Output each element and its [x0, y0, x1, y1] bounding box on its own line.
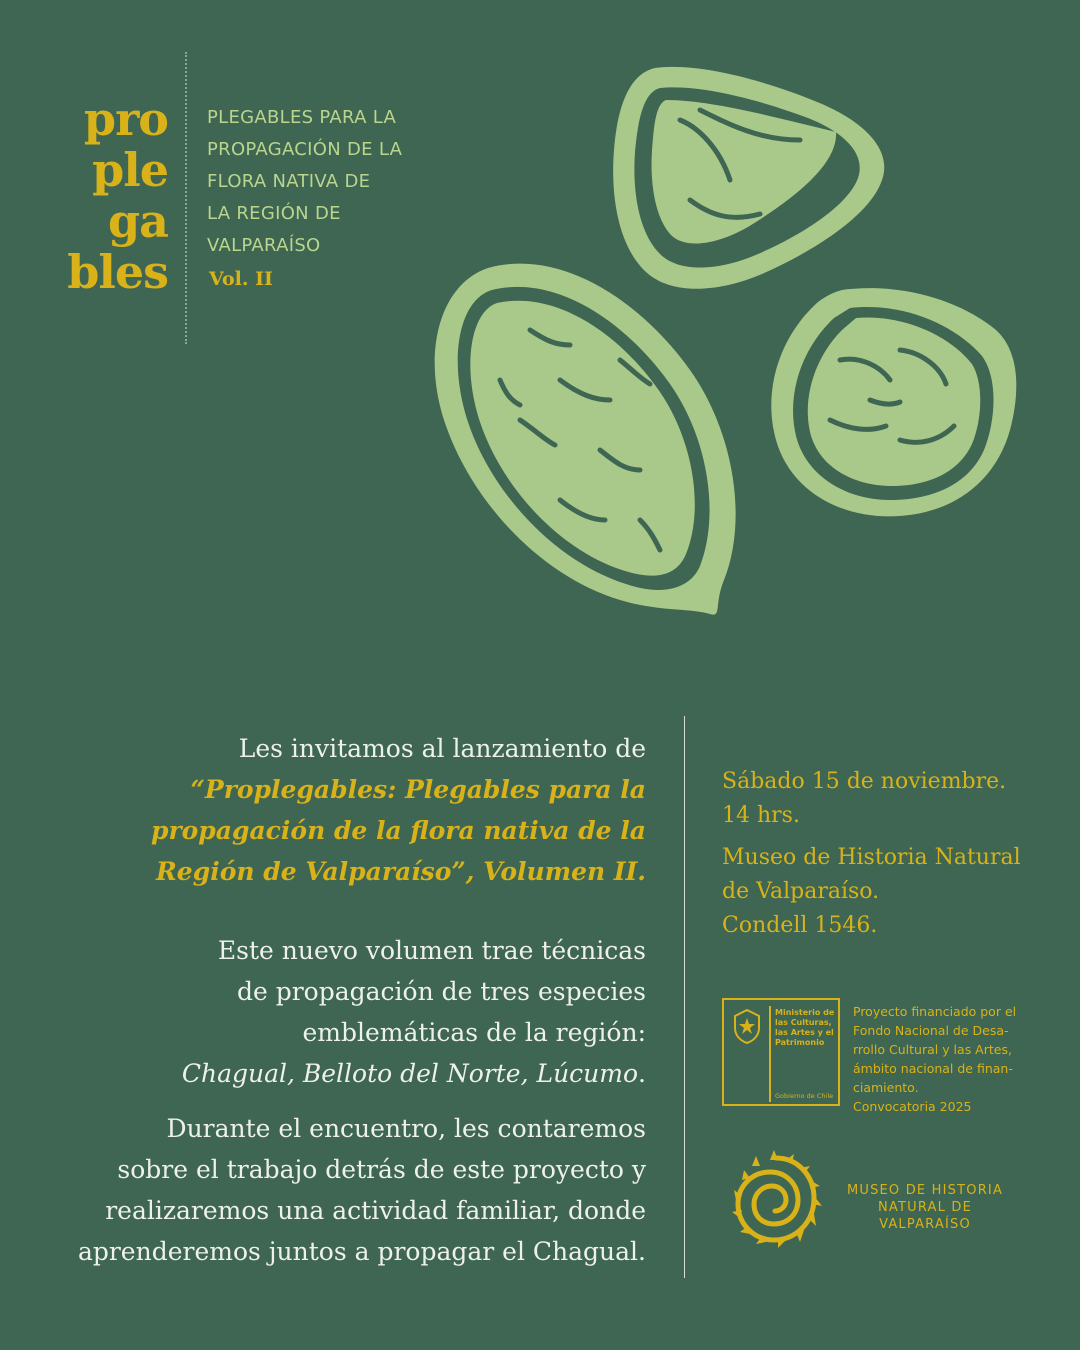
ministry-name-line: Ministerio de	[775, 1008, 835, 1017]
museum-name-line: NATURAL DE VALPARAÍSO	[877, 1200, 973, 1232]
book-title-line: “Proplegables: Plegables para la	[190, 775, 646, 804]
book-title-line: Región de Valparaíso”, Volumen II.	[156, 857, 646, 886]
coat-of-arms-icon	[727, 1006, 767, 1046]
event-date-time	[722, 765, 1006, 833]
funding-line: Fondo Nacional de Desa-	[853, 1023, 1009, 1038]
species-list: Chagual, Belloto del Norte, Lúcumo	[181, 1059, 639, 1088]
government-label: Gobierno de Chile	[775, 1092, 834, 1100]
venue-line: Condell 1546.	[722, 913, 878, 938]
activity-line: Durante el encuentro, les contaremos	[166, 1114, 646, 1143]
funding-line: ámbito nacional de finan-	[853, 1061, 1013, 1076]
round-seed-icon	[771, 288, 1016, 516]
subtitle-line: PROPAGACIÓN DE LA	[207, 139, 403, 160]
event-date: Sábado 15 de noviembre.	[722, 769, 1007, 794]
venue-line: de Valparaíso.	[722, 879, 880, 904]
invitation-block	[40, 728, 646, 892]
ministry-logo	[722, 998, 840, 1106]
column-divider	[684, 716, 685, 1278]
subtitle-line: PLEGABLES PARA LA	[207, 107, 397, 128]
activity-line: aprenderemos juntos a propagar el Chagual.	[77, 1237, 646, 1266]
activity-block	[40, 1108, 646, 1272]
event-venue	[722, 841, 1021, 943]
subtitle-line: LA REGIÓN DE	[207, 203, 341, 224]
activity-line: sobre el trabajo detrás de este proyecto y	[117, 1155, 646, 1184]
subtitle-line: FLORA NATIVA DE	[207, 171, 371, 192]
museum-name	[830, 1182, 1020, 1233]
book-title-line: propagación de la flora nativa de la	[150, 816, 646, 845]
logo-line-ga: ga	[108, 194, 168, 248]
invitation-lead: Les invitamos al lanzamiento de	[238, 734, 646, 763]
funding-line: Convocatoria 2025	[853, 1099, 972, 1114]
activity-line: realizaremos una actividad familiar, donde	[105, 1196, 646, 1225]
logo-line-pro: pro	[83, 92, 168, 146]
museum-spiral-logo-icon	[728, 1146, 824, 1250]
logo-line-ple: ple	[92, 143, 168, 197]
volume-label: Vol. II	[209, 268, 273, 290]
description-line: emblemáticas de la región:	[302, 1018, 646, 1047]
species-line	[40, 1053, 646, 1094]
ministry-name-line: las Culturas,	[775, 1018, 832, 1027]
museum-name-line: MUSEO DE HISTORIA	[846, 1183, 1004, 1198]
ministry-name-line: Patrimonio	[775, 1038, 825, 1047]
ministry-name	[775, 1008, 839, 1048]
logo-line-bles: bles	[67, 245, 168, 299]
event-time: 14 hrs.	[722, 803, 800, 828]
funding-line: Proyecto financiado por el	[853, 1004, 1017, 1019]
oval-seed-icon	[435, 264, 736, 615]
funding-line: ciamiento.	[853, 1080, 919, 1095]
subtitle-line: VALPARAÍSO	[207, 235, 321, 256]
venue-line: Museo de Historia Natural	[722, 845, 1021, 870]
triangular-seed-icon	[613, 67, 884, 289]
species-period: .	[638, 1059, 646, 1088]
description-block	[40, 930, 646, 1094]
description-line: de propagación de tres especies	[236, 977, 646, 1006]
funding-line: rrollo Cultural y las Artes,	[853, 1042, 1012, 1057]
description-line: Este nuevo volumen trae técnicas	[217, 936, 646, 965]
funding-note	[853, 1002, 1053, 1116]
ministry-name-line: las Artes y el	[775, 1028, 834, 1037]
ministry-logo-divider	[769, 1006, 771, 1102]
